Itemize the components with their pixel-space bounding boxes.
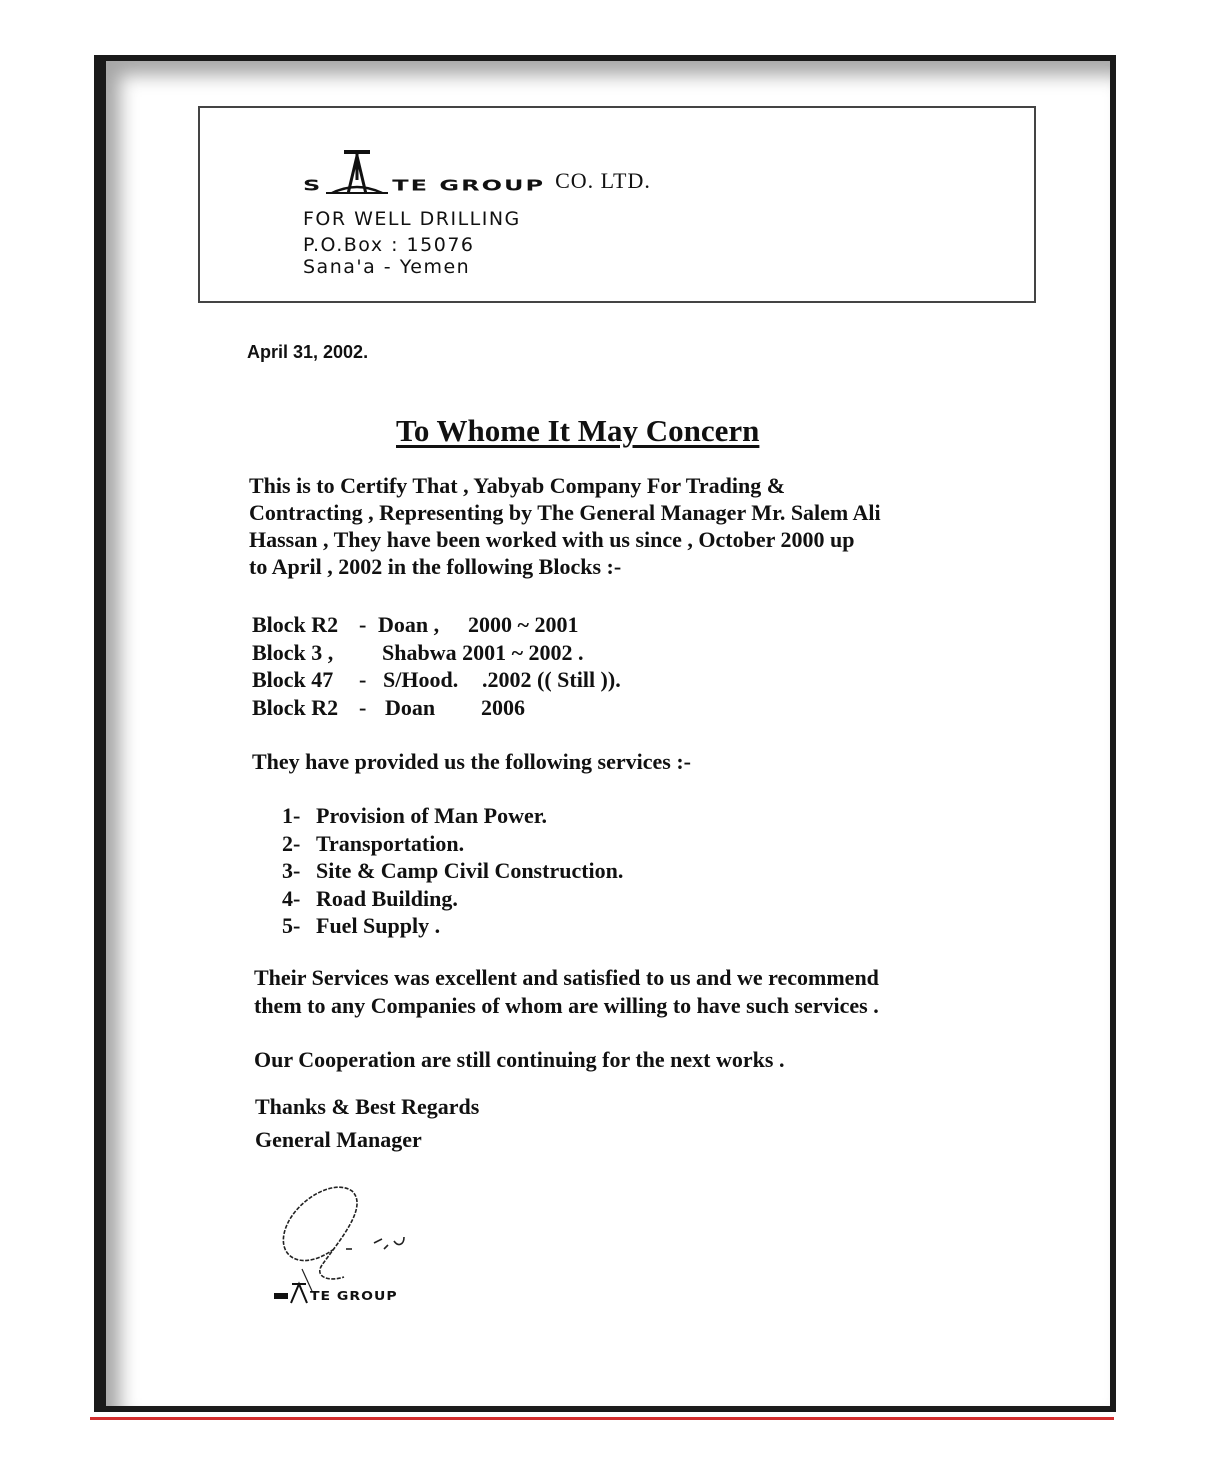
signatory-title: General Manager <box>255 1127 422 1152</box>
intro-line: Hassan , They have been worked with us since , October 2000 up <box>249 527 855 552</box>
company-location: Sana'a - Yemen <box>303 256 471 278</box>
service-text: Road Building. <box>316 885 458 911</box>
intro-line: to April , 2002 in the following Blocks :- <box>249 554 622 579</box>
service-item <box>282 802 623 830</box>
service-number: 4- <box>282 885 301 911</box>
service-item <box>282 912 623 940</box>
letter-date: April 31, 2002. <box>247 342 369 362</box>
block-sep: - <box>359 667 367 692</box>
brand-suffix: CO. LTD. <box>555 168 651 193</box>
block-place: Shabwa 2001 ~ 2002 . <box>382 639 584 665</box>
service-number: 2- <box>282 830 301 856</box>
services-intro: They have provided us the following services :- <box>252 749 691 774</box>
block-place: S/Hood. <box>383 667 459 692</box>
block-sep: - <box>359 612 367 637</box>
svg-text:TE GROUP: TE GROUP <box>310 1289 398 1304</box>
company-logo <box>303 150 651 198</box>
intro-paragraph <box>249 472 881 580</box>
block-label: Block 3 , <box>252 639 334 665</box>
service-item <box>282 857 623 885</box>
intro-line: Contracting , Representing by The General Manager Mr. Salem Ali <box>249 500 881 525</box>
recommend-line: Their Services was excellent and satisfied to us and we recommend <box>254 965 879 990</box>
block-label: Block 47 <box>252 667 334 692</box>
closing-line: Thanks & Best Regards <box>255 1094 480 1119</box>
company-tagline: FOR WELL DRILLING <box>303 208 521 230</box>
intro-line: This is to Certify That , Yabyab Company For Trading & <box>249 473 786 498</box>
block-period: 2000 ~ 2001 <box>468 612 579 637</box>
block-period: 2006 <box>481 694 525 720</box>
brand-prefix: S <box>303 176 323 194</box>
letterhead-box <box>198 106 1036 303</box>
service-text: Site & Camp Civil Construction. <box>316 858 624 883</box>
block-label: Block R2 <box>252 612 339 637</box>
service-item <box>282 885 623 913</box>
letter-heading: To Whome It May Concern <box>396 413 760 448</box>
recommend-paragraph <box>254 964 879 1020</box>
signature-stamp <box>274 1179 494 1314</box>
service-text: Provision of Man Power. <box>316 803 547 828</box>
block-period: .2002 (( Still )). <box>482 667 621 692</box>
block-place: Doan , <box>378 612 440 637</box>
brand-name: TE GROUP <box>392 176 546 194</box>
service-number: 5- <box>282 913 301 938</box>
block-sep: - <box>359 694 367 720</box>
recommend-line: them to any Companies of whom are willing to have such services . <box>254 993 879 1018</box>
service-text: Transportation. <box>316 830 465 856</box>
handwritten-signature-icon <box>274 1179 494 1309</box>
letter-sheet <box>94 55 1116 1412</box>
services-list <box>282 802 623 940</box>
block-label: Block R2 <box>252 694 339 720</box>
service-text: Fuel Supply . <box>316 913 441 938</box>
service-item <box>282 830 623 858</box>
service-number: 1- <box>282 803 301 828</box>
block-place: Doan <box>385 694 436 720</box>
page-bottom-rule <box>90 1417 1114 1420</box>
po-box: P.O.Box : 15076 <box>303 234 475 256</box>
cooperation-line: Our Cooperation are still continuing for the next works . <box>254 1047 785 1072</box>
service-number: 3- <box>282 858 301 883</box>
drilling-rig-logo-icon <box>326 150 388 194</box>
